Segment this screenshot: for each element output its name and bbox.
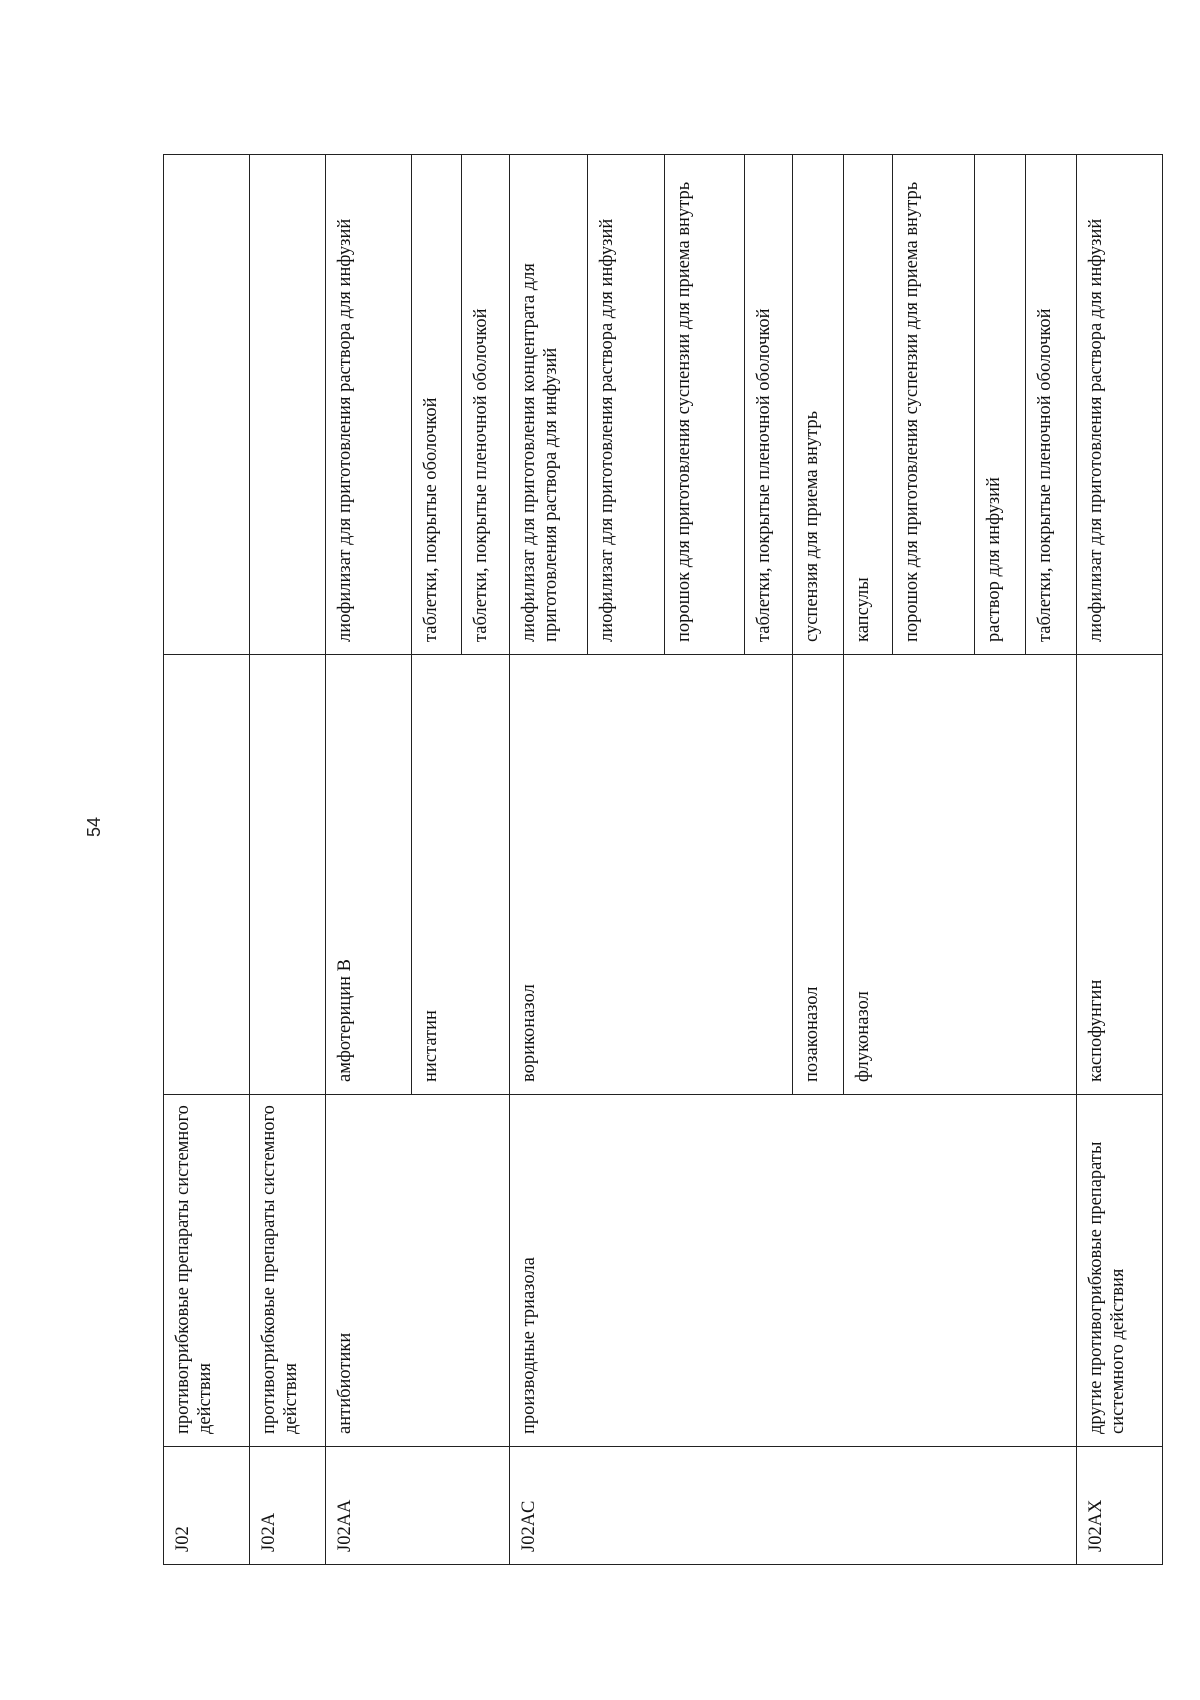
dosage-form-cell: таблетки, покрытые пленочной оболочкой [461,155,510,655]
atc-code-cell: J02 [164,1447,250,1565]
dosage-form-cell: лиофилизат для приготовления раствора для инфузий [1076,155,1162,655]
drug-name-cell: нистатин [411,655,509,1095]
dosage-form-cell: лиофилизат для приготовления раствора для инфузий [325,155,411,655]
group-cell: другие противогрибковые препараты системного действия [1076,1095,1162,1447]
dosage-form-cell: лиофилизат для приготовления концентрата для приготовления раствора для инфузий [510,155,587,655]
dosage-form-cell: порошок для приготовления суспензии для приема внутрь [892,155,974,655]
drug-name-cell: позаконазол [793,655,844,1095]
dosage-form-cell: суспензия для приема внутрь [793,155,844,655]
group-cell: противогрибковые препараты системного действия [164,1095,250,1447]
drug-name-cell [250,655,325,1095]
drug-name-cell: амфотерицин В [325,655,411,1095]
page-number: 54 [84,816,105,838]
table-row [510,155,587,1565]
dosage-form-cell [164,155,250,655]
dosage-form-cell: таблетки, покрытые пленочной оболочкой [1025,155,1076,655]
drug-name-cell: флуконазол [844,655,1076,1095]
drug-name-cell [164,655,250,1095]
table-row [250,155,325,1565]
atc-code-cell: J02A [250,1447,325,1565]
drug-name-cell: вориконазол [510,655,793,1095]
dosage-form-cell: таблетки, покрытые оболочкой [411,155,461,655]
atc-code-cell: J02AX [1076,1447,1162,1565]
dosage-form-cell [250,155,325,655]
dosage-form-cell: лиофилизат для приготовления раствора для инфузий [587,155,664,655]
drug-table [163,154,1163,1565]
group-cell: производные триазола [510,1095,1076,1447]
atc-code-cell: J02AA [325,1447,510,1565]
group-cell: антибиотики [325,1095,510,1447]
table-row [164,155,250,1565]
dosage-form-cell: капсулы [844,155,893,655]
drug-name-cell: каспофунгин [1076,655,1162,1095]
atc-code-cell: J02AC [510,1447,1076,1565]
table-row [1076,155,1162,1565]
drug-table-container [163,155,1163,1565]
dosage-form-cell: порошок для приготовления суспензии для приема внутрь [665,155,745,655]
group-cell: противогрибковые препараты системного действия [250,1095,325,1447]
dosage-form-cell: таблетки, покрытые пленочной оболочкой [744,155,793,655]
dosage-form-cell: раствор для инфузий [974,155,1025,655]
table-row [325,155,411,1565]
